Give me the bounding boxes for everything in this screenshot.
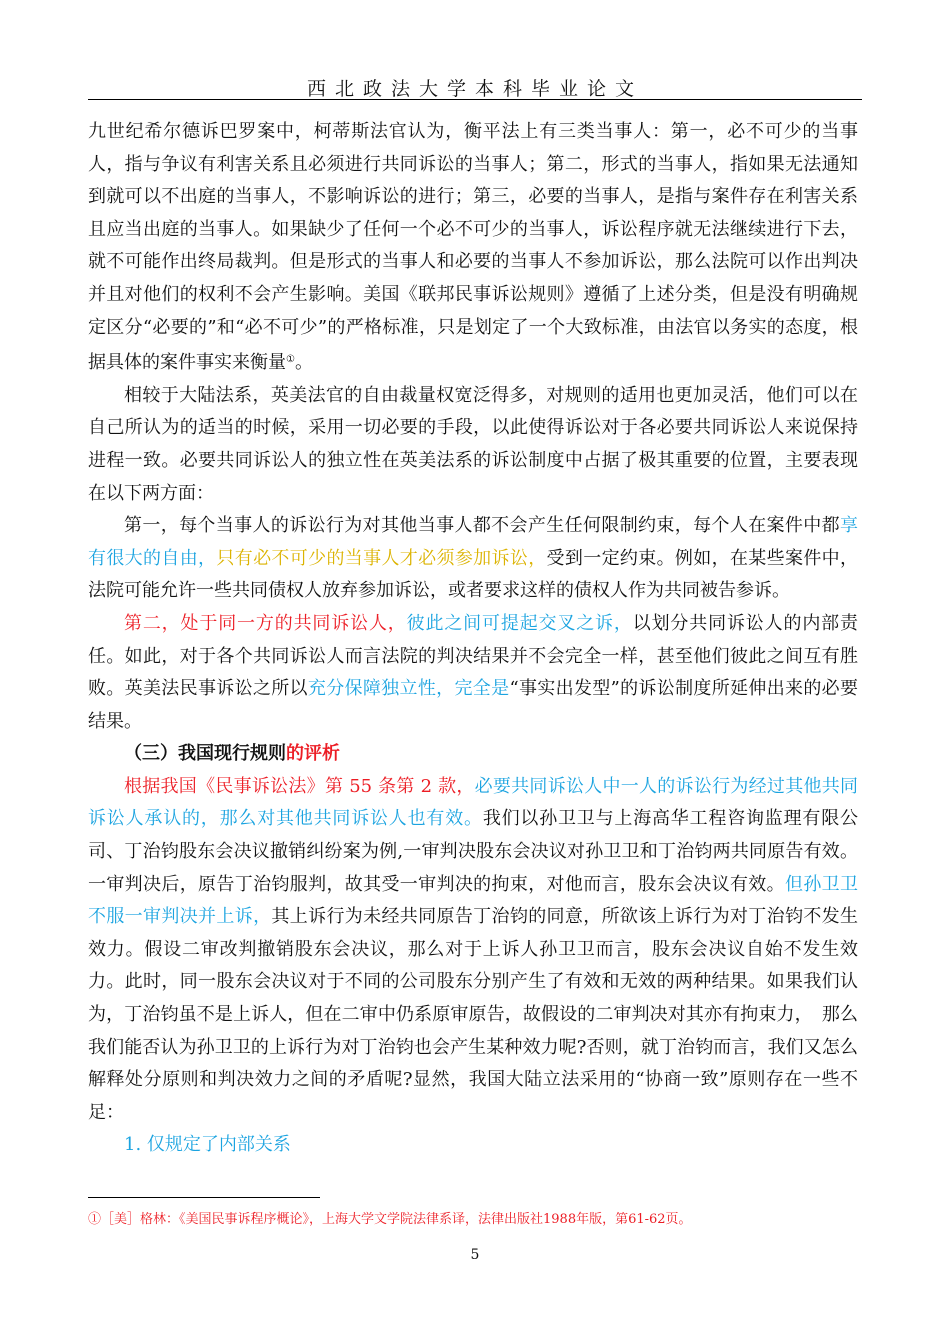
p5-highlight-blue: 必要共同诉讼人中一人的诉讼行为经过其他共同诉讼人承认的，那么对其他共同诉讼人也有效。	[88, 775, 858, 830]
paragraph-3	[88, 510, 858, 608]
p3-highlight-yellow: 只有必不可少的当事人才必须参加诉讼，	[216, 547, 547, 569]
paragraph-1	[88, 116, 858, 380]
p5-highlight-blue-2: 但孙卫卫不服一审判决并上诉，	[88, 873, 859, 928]
footnote: ①［美］格林：《美国民事诉程序概论》，上海大学文学院法律系译，法律出版社1988年版，第61-62页。	[88, 1212, 692, 1227]
paragraph-2: 相较于大陆法系，英美法官的自由裁量权宽泛得多，对规则的适用也更加灵活，他们可以在自己所认为的适当的时候，采用一切必要的手段，以此使得诉讼对于各必要共同诉讼人来说保持进程一致。必要共同诉讼人的独立性在英美法系的诉讼制度中占据了极其重要的位置，主要表现在以下两方面：	[88, 384, 858, 504]
p1-end: 。	[294, 352, 313, 374]
p4-text-e: “事实出发型”的诉讼制度所延伸出来的必要结果。	[88, 678, 859, 732]
page-header: 西北政法大学本科毕业论文	[306, 78, 643, 100]
header-divider	[88, 99, 862, 100]
p3-text-a: 第一，每个当事人的诉讼行为对其他当事人都不会产生任何限制约束，每个人在案件中都	[124, 515, 840, 537]
footnote-divider	[88, 1197, 320, 1198]
subheading-text-a: 1. 仅规定了	[124, 1134, 219, 1156]
p3-text-d: 受到一定约束。例如，在某些案件中，法院可能允许一些共同债权人放弃参加诉讼，或者要求这样的债权人作为共同被告参诉。	[88, 547, 859, 602]
p4-highlight-red: 第二，处于同一方的共同诉讼人，	[124, 612, 407, 634]
p5-highlight-red: 根据我国《民事诉讼法》第 55 条第 2 款，	[124, 775, 475, 797]
page-number: 5	[470, 1247, 480, 1263]
p5-text-c: 我们以孙卫卫与上海高华工程咨询监理有限公司、丁治钧股东会决议撤销纠纷案为例,一审判决股东会决议对孙卫卫和丁治钧两共同原告有效。一审判决后，原告丁治钧服判，故其受一审判决的拘束，对他而言，股东会决议有效。	[88, 808, 859, 895]
footnote-ref[interactable]: ①	[286, 354, 295, 366]
p3-highlight-blue: 享有很大的自由，	[88, 515, 858, 569]
heading-highlight-red: 的评析	[286, 743, 340, 765]
section-heading	[88, 738, 858, 771]
heading-text: （三）我国现行规则	[124, 743, 286, 765]
subheading-text-b: 内部关系	[218, 1134, 291, 1156]
paragraph-5	[88, 771, 858, 1130]
p1-text: 九世纪希尔德诉巴罗案中，柯蒂斯法官认为，衡平法上有三类当事人：第一，必不可少的当事人，指与争议有利害关系且必须进行共同诉讼的当事人；第二，形式的当事人，指如果无法通知到就可以不出庭的当事人，不影响诉讼的进行；第三，必要的当事人，是指与案件存在利害关系且应当出庭的当事人。如果缺少了任何一个必不可少的当事人，诉讼程序就无法继续进行下去，就不可能作出终局裁判。但是形式的当事人和必要的当事人不参加诉讼，那么法院可以作出判决并且对他们的权利不会产生影响。美国《联邦民事诉讼规则》遵循了上述分类，但是没有明确规定区分“必要的”和“必不可少”的严格标准，只是划定了一个大致标准，由法官以务实的态度，根据具体的案件事实来衡量	[88, 121, 858, 374]
p4-text-c: 以划分共同诉讼人的内部责任。如此，对于各个共同诉讼人而言法院的判决结果并不会完全一样，甚至他们彼此之间互有胜败。英美法民事诉讼之所以	[88, 612, 859, 700]
p4-highlight-blue: 彼此之间可提起交叉之诉，	[406, 612, 633, 634]
document-body	[88, 116, 858, 1162]
p5-text-e: 其上诉行为未经共同原告丁治钧的同意，所欲该上诉行为对丁治钧不发生效力。假设二审改判撤销股东会决议，那么对于上诉人孙卫卫而言，股东会决议自始不发生效力。此时，同一股东会决议对于不同的公司股东分别产生了有效和无效的两种结果。如果我们认为，丁治钧虽不是上诉人，但在二审中仍系原审原告，故假设的二审判决对其亦有拘束力， 那么我们能否认为孙卫卫的上诉行为对丁治钧也会产生某种效力呢?否则，就丁治钧而言，我们又怎么解释处分原则和判决效力之间的矛盾呢?显然，我国大陆立法采用的“协商一致”原则存在一些不足：	[88, 906, 859, 1123]
p4-highlight-blue-2: 充分保障独立性，完全是	[307, 678, 510, 700]
subheading-1	[88, 1129, 858, 1162]
paragraph-4	[88, 608, 858, 738]
